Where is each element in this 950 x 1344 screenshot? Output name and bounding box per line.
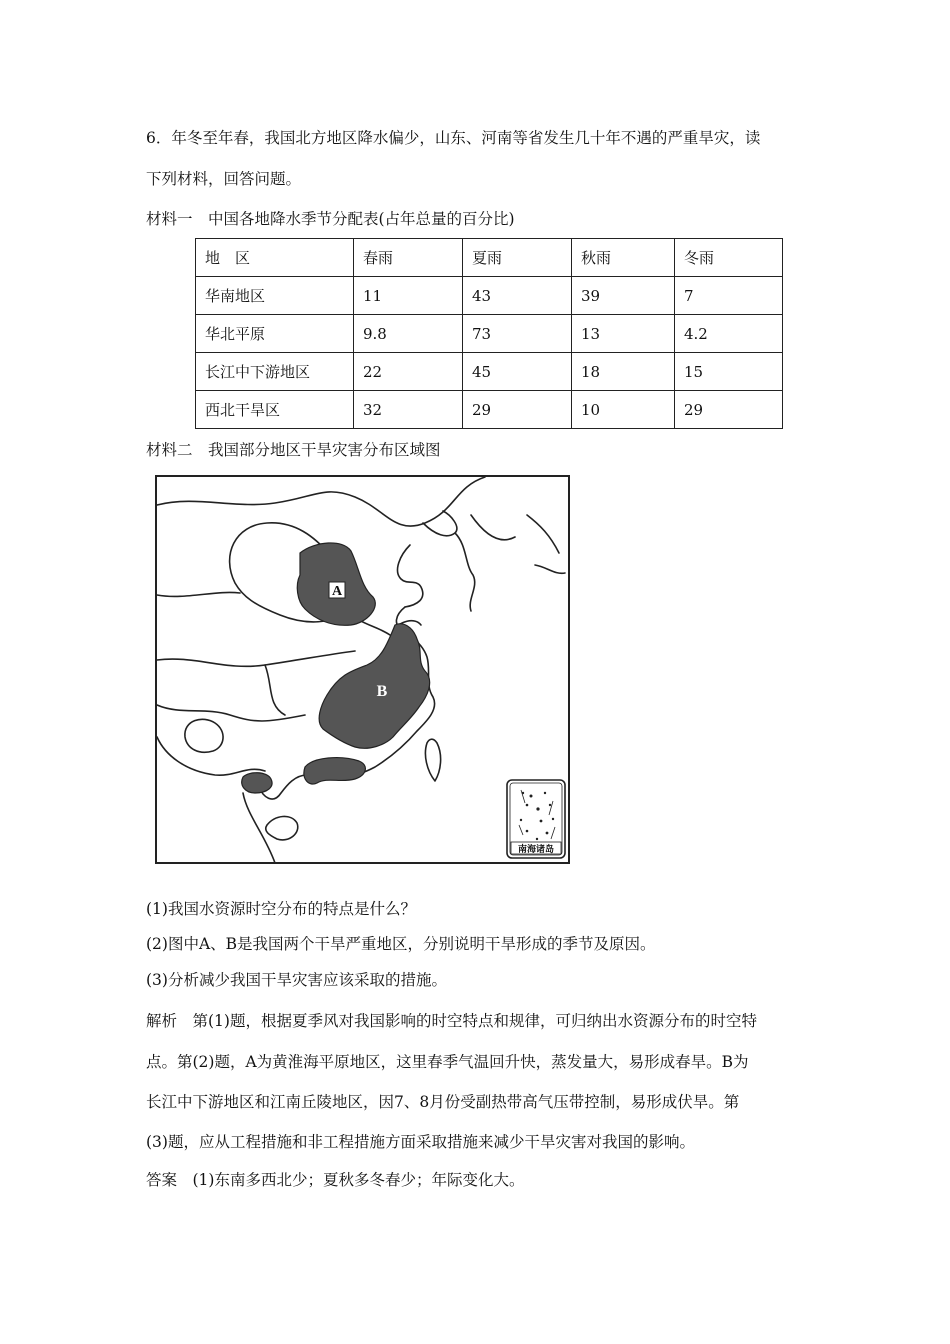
table-cell: 9.8 <box>354 315 463 353</box>
table-header-cell: 夏雨 <box>463 239 572 277</box>
south-china-sea-inset <box>507 780 565 858</box>
table-cell: 39 <box>572 277 675 315</box>
table-header-row <box>196 239 783 277</box>
table-row <box>196 353 783 391</box>
table-row <box>196 315 783 353</box>
table-cell: 华北平原 <box>196 315 354 353</box>
drought-region-guangxi <box>242 773 272 793</box>
rain-distribution-table <box>195 238 783 429</box>
analysis-line-1: 解析 第(1)题，根据夏季风对我国影响的时空特点和规律，可归纳出水资源分布的时空特 <box>146 1012 757 1030</box>
table-cell: 43 <box>463 277 572 315</box>
analysis-line-4: (3)题，应从工程措施和非工程措施方面采取措施来减少干旱灾害对我国的影响。 <box>146 1133 695 1151</box>
table-cell: 73 <box>463 315 572 353</box>
material2-title: 材料二 我国部分地区干旱灾害分布区域图 <box>146 441 441 459</box>
question-line-2: 下列材料，回答问题。 <box>146 170 302 188</box>
table-cell: 华南地区 <box>196 277 354 315</box>
table-cell: 45 <box>463 353 572 391</box>
table-cell: 29 <box>675 391 783 429</box>
sub-question-3: (3)分析减少我国干旱灾害应该采取的措施。 <box>146 971 447 989</box>
table-cell: 22 <box>354 353 463 391</box>
region-b-label: B <box>376 683 388 700</box>
answer-line-1: 答案 (1)东南多西北少；夏秋多冬春少；年际变化大。 <box>146 1171 525 1189</box>
table-cell: 15 <box>675 353 783 391</box>
question-line-1: 6．年冬至年春，我国北方地区降水偏少，山东、河南等省发生几十年不遇的严重旱灾，读 <box>146 129 761 147</box>
table-header-cell: 秋雨 <box>572 239 675 277</box>
table-cell: 29 <box>463 391 572 429</box>
table-cell: 32 <box>354 391 463 429</box>
material1-title: 材料一 中国各地降水季节分配表(占年总量的百分比) <box>146 210 515 228</box>
table-header-cell: 地 区 <box>196 239 354 277</box>
analysis-line-2: 点。第(2)题，A为黄淮海平原地区，这里春季气温回升快，蒸发量大，易形成春旱。B为 <box>146 1053 749 1071</box>
table-cell: 11 <box>354 277 463 315</box>
sub-question-2: (2)图中A、B是我国两个干旱严重地区，分别说明干旱形成的季节及原因。 <box>146 935 656 953</box>
table-row <box>196 277 783 315</box>
table-cell: 7 <box>675 277 783 315</box>
table-header-cell: 冬雨 <box>675 239 783 277</box>
region-a-label: A <box>331 584 343 599</box>
drought-distribution-map <box>155 475 570 864</box>
table-row <box>196 391 783 429</box>
table-cell: 4.2 <box>675 315 783 353</box>
table-cell: 13 <box>572 315 675 353</box>
table-cell: 长江中下游地区 <box>196 353 354 391</box>
analysis-line-3: 长江中下游地区和江南丘陵地区，因7、8月份受副热带高气压带控制，易形成伏旱。第 <box>146 1093 740 1111</box>
table-cell: 18 <box>572 353 675 391</box>
sub-question-1: (1)我国水资源时空分布的特点是什么？ <box>146 900 416 918</box>
table-cell: 西北干旱区 <box>196 391 354 429</box>
table-cell: 10 <box>572 391 675 429</box>
table-header-cell: 春雨 <box>354 239 463 277</box>
inset-label: 南海诸岛 <box>517 845 555 855</box>
